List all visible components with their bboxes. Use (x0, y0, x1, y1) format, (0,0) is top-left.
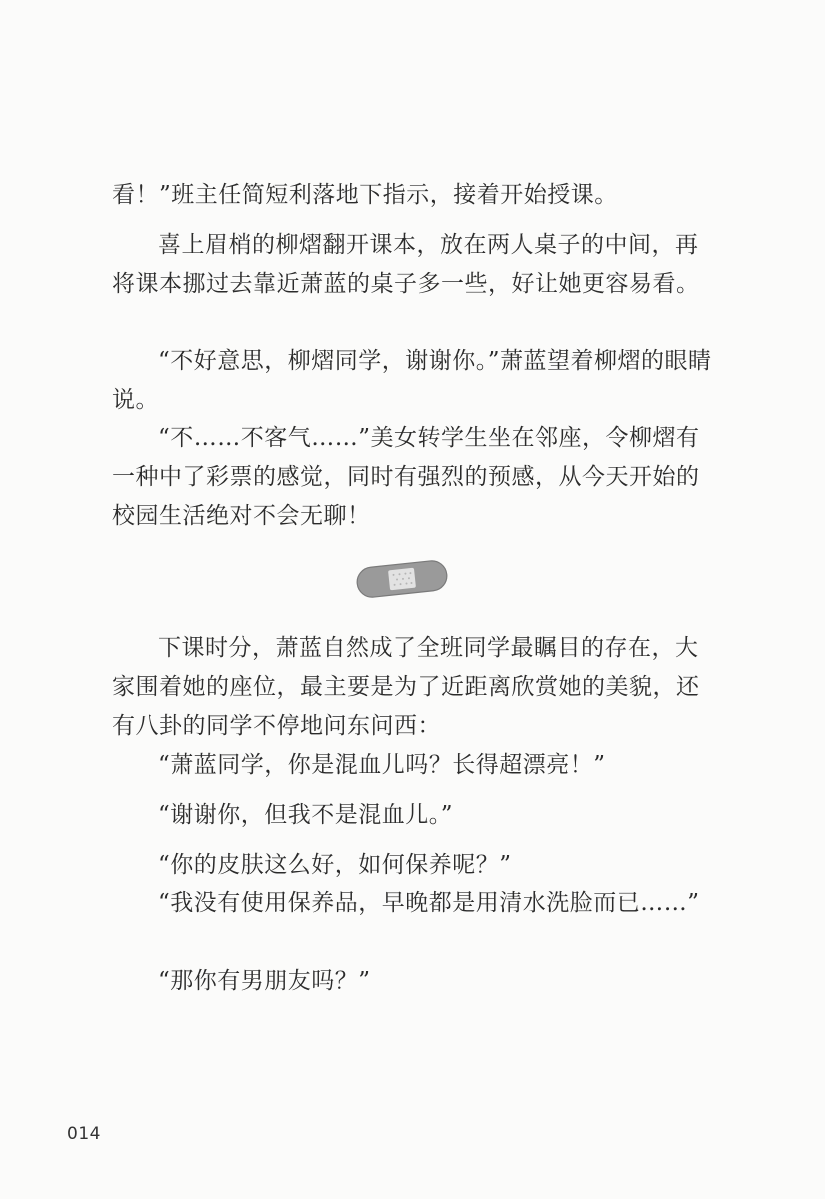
paragraph-10: “那你有男朋友吗？” (158, 968, 371, 994)
bandage-icon (354, 558, 450, 600)
page-number: 014 (67, 1124, 101, 1144)
paragraph-7: “谢谢你，但我不是混血儿。” (158, 802, 454, 828)
paragraph-8: “你的皮肤这么好，如何保养呢？” (158, 852, 512, 878)
paragraph-2: 喜上眉梢的柳熠翻开课本，放在两人桌子的中间，再将课本挪过去靠近萧蓝的桌子多一些，好让她更容易看。 (112, 232, 700, 297)
paragraph-6: “萧蓝同学，你是混血儿吗？长得超漂亮！” (158, 752, 606, 778)
paragraph-9: “我没有使用保养品，早晚都是用清水洗脸而已……” (158, 890, 700, 916)
paragraph-1: 看！”班主任简短利落地下指示，接着开始授课。 (112, 182, 618, 208)
paragraph-5: 下课时分，萧蓝自然成了全班同学最瞩目的存在，大家围着她的座位，最主要是为了近距离欣赏她的美貌，还有八卦的同学不停地问东问西： (112, 635, 700, 739)
paragraph-4: “不……不客气……”美女转学生坐在邻座，令柳熠有一种中了彩票的感觉，同时有强烈的预感，从今天开始的校园生活绝对不会无聊！ (112, 425, 700, 529)
paragraph-3: “不好意思，柳熠同学，谢谢你。”萧蓝望着柳熠的眼睛说。 (112, 348, 712, 413)
